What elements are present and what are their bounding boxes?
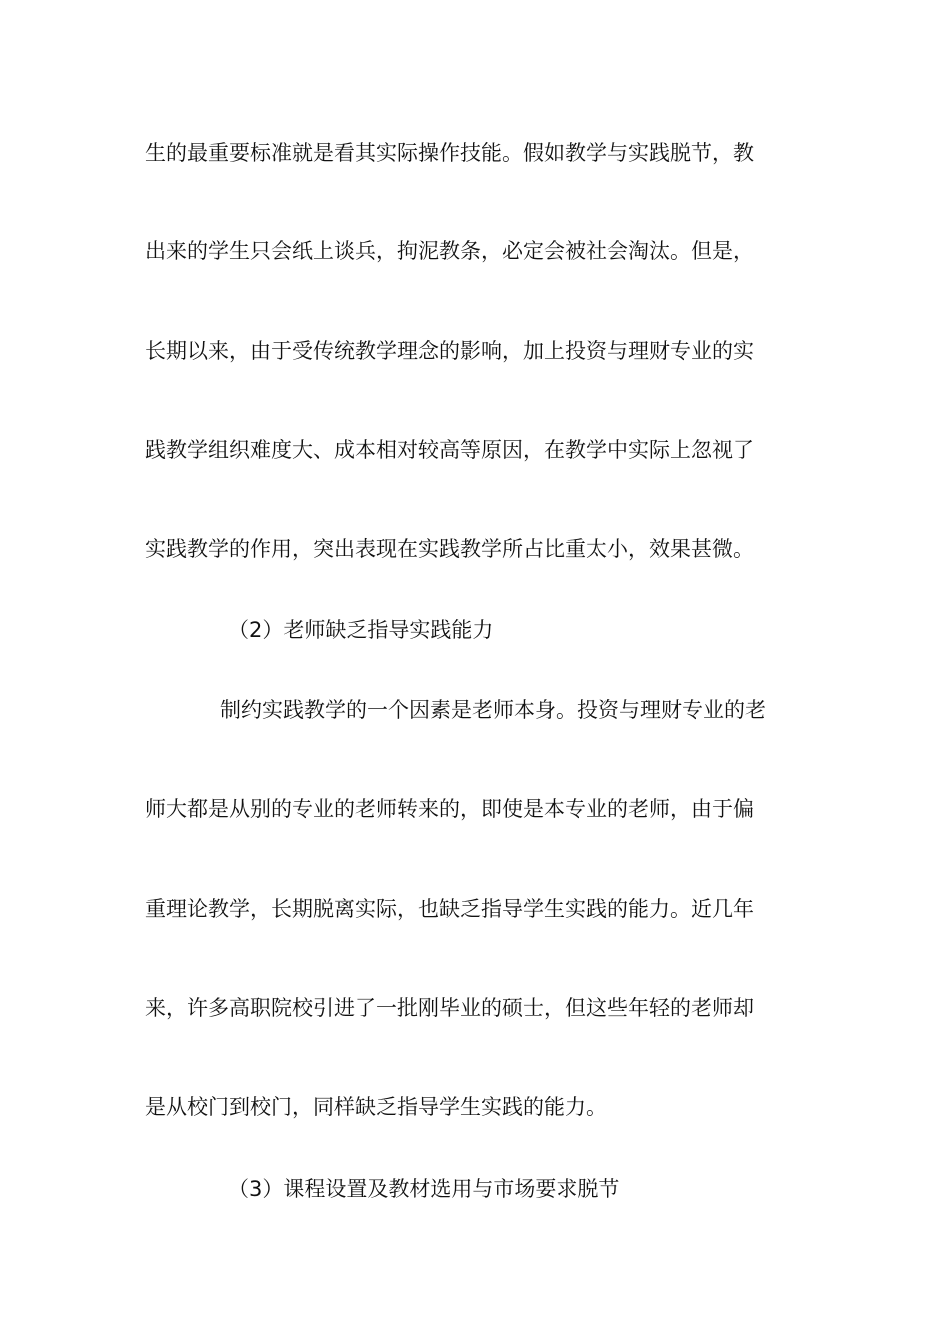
paragraph-line: 师大都是从别的专业的老师转来的，即使是本专业的老师，由于偏 bbox=[145, 797, 754, 821]
paragraph-line: 来，许多高职院校引进了一批刚毕业的硕士，但这些年轻的老师却 bbox=[145, 996, 754, 1020]
paragraph-line: 出来的学生只会纸上谈兵，拘泥教条，必定会被社会淘汰。但是， bbox=[145, 239, 754, 263]
paragraph-line: 长期以来，由于受传统教学理念的影响，加上投资与理财专业的实 bbox=[145, 339, 754, 363]
section-heading: （2）老师缺乏指导实践能力 bbox=[228, 618, 494, 642]
paragraph-line: 生的最重要标准就是看其实际操作技能。假如教学与实践脱节，教 bbox=[145, 141, 754, 165]
paragraph-line: 实践教学的作用，突出表现在实践教学所占比重太小，效果甚微。 bbox=[145, 537, 754, 561]
paragraph-line: 制约实践教学的一个因素是老师本身。投资与理财专业的老 bbox=[220, 698, 766, 722]
paragraph-line: 是从校门到校门，同样缺乏指导学生实践的能力。 bbox=[145, 1095, 607, 1119]
paragraph-line: 践教学组织难度大、成本相对较高等原因，在教学中实际上忽视了 bbox=[145, 438, 754, 462]
section-heading: （3）课程设置及教材选用与市场要求脱节 bbox=[228, 1177, 620, 1201]
paragraph-line: 重理论教学，长期脱离实际，也缺乏指导学生实践的能力。近几年 bbox=[145, 897, 754, 921]
